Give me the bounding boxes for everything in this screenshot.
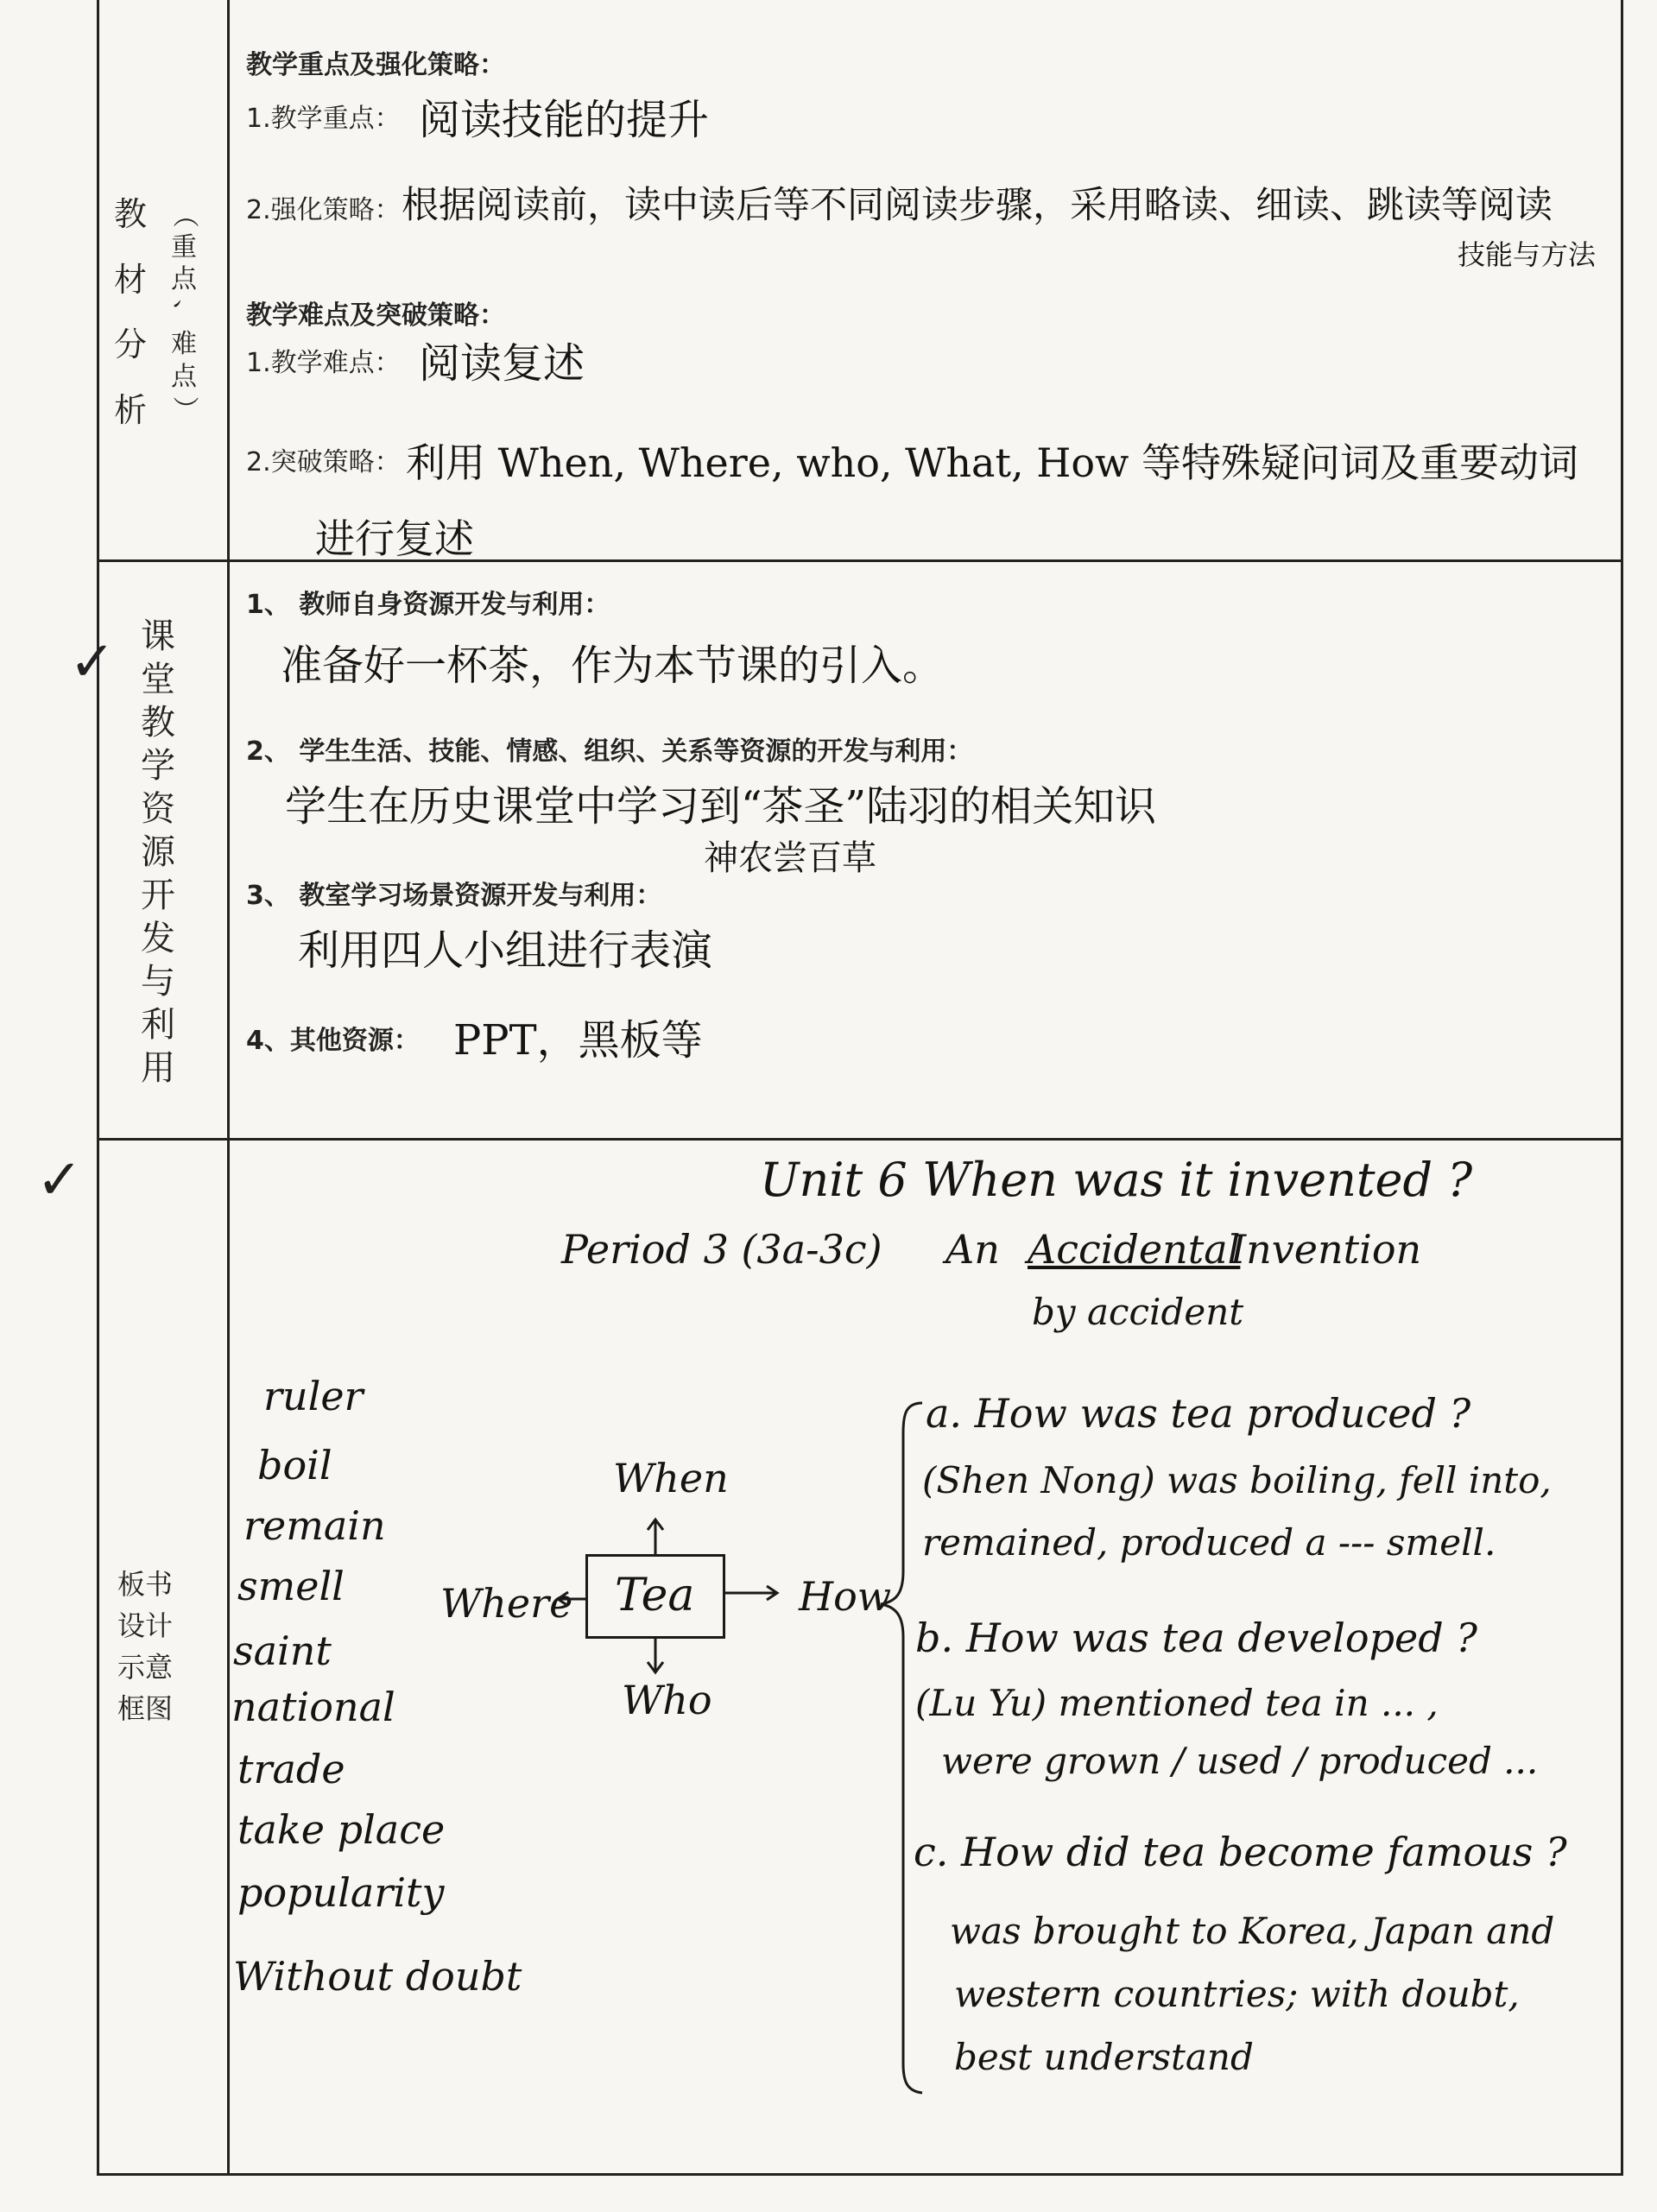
label-textbook-analysis: 教 材 分 析: [114, 195, 148, 429]
breakthrough-value-cont: 进行复述: [315, 515, 474, 562]
qa-question-b: b. How was tea developed ?: [915, 1615, 1477, 1661]
diagram-who: Who: [622, 1677, 712, 1723]
check-mark-2: ✓: [36, 1148, 83, 1212]
resource-item-1-label: 1、 教师自身资源开发与利用：: [246, 590, 610, 620]
resource-item-3-label: 3、 教室学习场景资源开发与利用：: [246, 881, 662, 911]
diagram-when: When: [613, 1455, 729, 1501]
vocab-word: saint: [233, 1627, 332, 1674]
difficult-label: 1.教学难点：: [246, 348, 401, 378]
label-classroom-resources: 课 堂 教 学 资 源 开 发 与 利 用: [141, 616, 175, 1088]
difficult-value: 阅读复述: [419, 339, 585, 388]
qa-answer-b-line2: were grown / used / produced ...: [941, 1740, 1539, 1782]
vocab-word: ruler: [263, 1373, 364, 1419]
curly-brace: [881, 1403, 922, 2093]
vocab-word: popularity: [237, 1869, 445, 1916]
qa-answer-b-line1: (Lu Yu) mentioned tea in ... ,: [915, 1682, 1439, 1724]
check-mark-1: ✓: [69, 630, 116, 694]
vocab-word: take place: [237, 1806, 446, 1853]
strategy-value-cont: 技能与方法: [1458, 238, 1597, 271]
label-board-design: 板书 设计 示意 框图: [117, 1568, 174, 1725]
diagram-how: How: [799, 1573, 892, 1620]
resource-item-4-value: PPT，黑板等: [453, 1016, 703, 1065]
resource-item-2-extra: 神农尝百草: [704, 838, 876, 878]
qa-answer-a-line1: (Shen Nong) was boiling, fell into,: [922, 1459, 1552, 1501]
resource-item-4-label: 4、其他资源：: [246, 1026, 420, 1056]
qa-question-a: a. How was tea produced ?: [926, 1390, 1471, 1437]
board-subtitle-key: Accidental: [1028, 1226, 1241, 1273]
resource-item-2-value: 学生在历史课堂中学习到“茶圣”陆羽的相关知识: [285, 782, 1157, 831]
board-title: Unit 6 When was it invented ?: [760, 1153, 1473, 1207]
difficult-points-heading: 教学难点及突破策略：: [246, 300, 505, 331]
breakthrough-label: 2.突破策略：: [246, 447, 401, 477]
label-key-difficult: （ 重 点 、 难 点 ）: [168, 201, 199, 422]
qa-answer-c-line2: western countries; with doubt,: [954, 1973, 1520, 2015]
vocab-word: remain: [243, 1502, 386, 1549]
vocab-word: boil: [257, 1442, 332, 1488]
breakthrough-value: 利用 When, Where, who, What, How 等特殊疑问词及重要动词: [406, 439, 1579, 486]
vocab-word: smell: [237, 1563, 345, 1609]
diagram-where: Where: [440, 1580, 573, 1627]
board-subtitle-post: Invention: [1230, 1226, 1422, 1273]
board-period: Period 3 (3a-3c): [561, 1226, 882, 1273]
resource-item-1-value: 准备好一杯茶，作为本节课的引入。: [281, 641, 945, 690]
strategy-label: 2.强化策略：: [246, 195, 401, 225]
diagram-center-tea: Tea: [615, 1570, 695, 1621]
resource-item-2-label: 2、 学生生活、技能、情感、组织、关系等资源的开发与利用：: [246, 736, 973, 767]
resource-item-3-value: 利用四人小组进行表演: [298, 926, 713, 975]
vocab-word: national: [231, 1684, 395, 1730]
qa-answer-c-line1: was brought to Korea, Japan and: [950, 1910, 1555, 1952]
key-point-value: 阅读技能的提升: [419, 96, 710, 144]
strategy-value: 根据阅读前，读中读后等不同阅读步骤，采用略读、细读、跳读等阅读: [402, 184, 1553, 227]
qa-answer-a-line2: remained, produced a --- smell.: [922, 1521, 1496, 1564]
key-points-heading: 教学重点及强化策略：: [246, 50, 505, 80]
qa-answer-c-line3: best understand: [954, 2036, 1254, 2078]
board-note: by accident: [1032, 1291, 1244, 1333]
board-subtitle-pre: An: [946, 1226, 1000, 1273]
vocab-word: Without doubt: [233, 1953, 522, 2000]
vocab-word: trade: [237, 1746, 345, 1792]
key-point-label: 1.教学重点：: [246, 104, 401, 134]
qa-question-c: c. How did tea become famous ?: [914, 1829, 1567, 1875]
